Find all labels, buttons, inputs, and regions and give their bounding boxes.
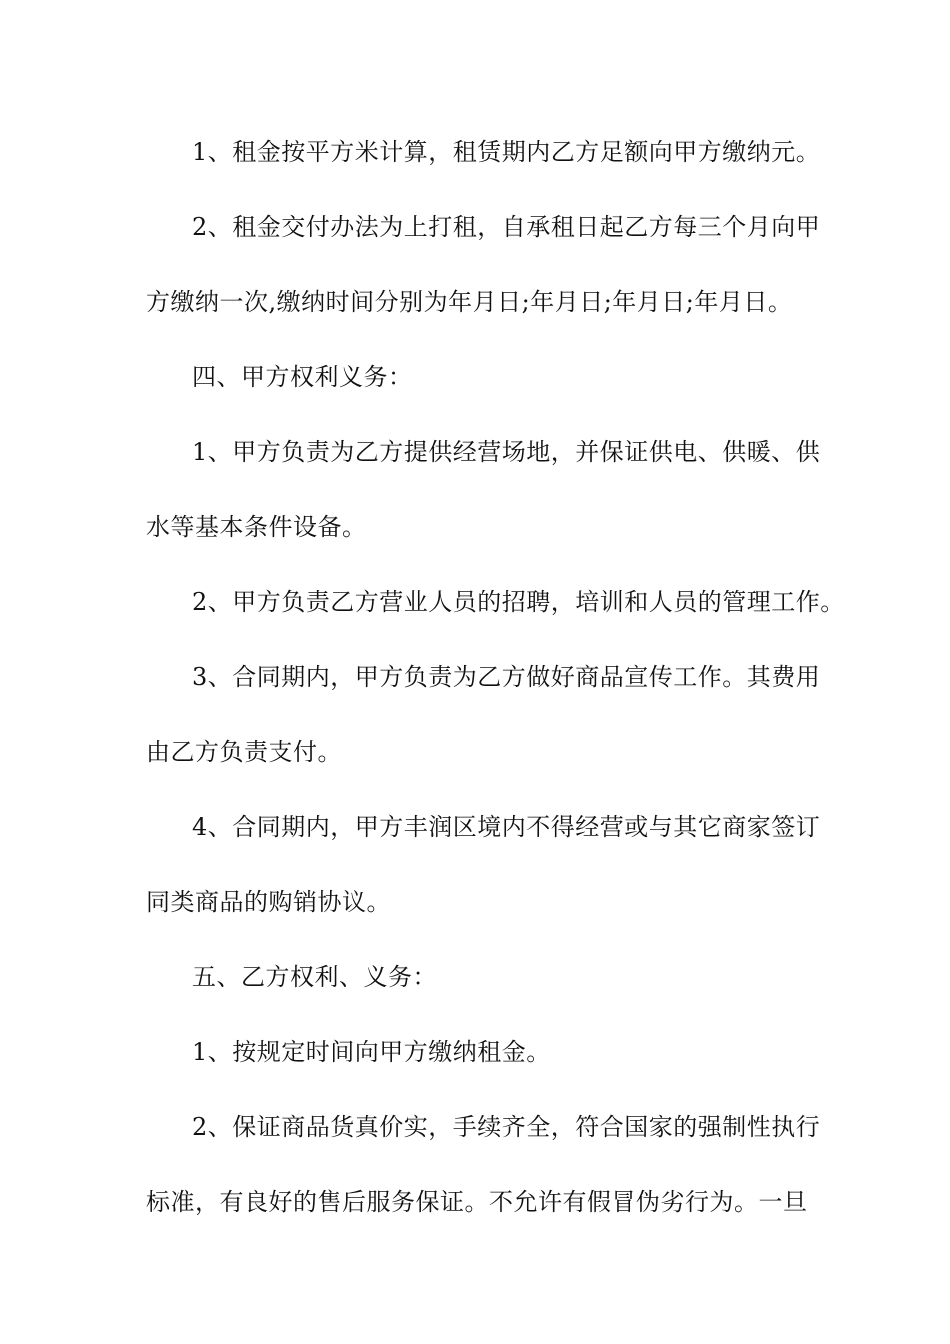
paragraph-line: 水等基本条件设备。 [146,513,367,541]
section-heading: 五、乙方权利、义务： [192,963,437,991]
paragraph-line: 方缴纳一次,缴纳时间分别为年月日;年月日;年月日;年月日。 [146,288,793,316]
paragraph-line: 3、合同期内，甲方负责为乙方做好商品宣传工作。其费用 [192,663,821,691]
paragraph-line: 1、甲方负责为乙方提供经营场地，并保证供电、供暖、供 [192,438,821,466]
paragraph-line: 2、租金交付办法为上打租，自承租日起乙方每三个月向甲 [192,213,821,241]
paragraph-line: 2、甲方负责乙方营业人员的招聘，培训和人员的管理工作。 [192,588,845,616]
paragraph-line: 标准，有良好的售后服务保证。不允许有假冒伪劣行为。一旦 [146,1188,808,1216]
paragraph-line: 1、租金按平方米计算，租赁期内乙方足额向甲方缴纳元。 [192,138,821,166]
paragraph-line: 2、保证商品货真价实，手续齐全，符合国家的强制性执行 [192,1113,821,1141]
paragraph-line: 由乙方负责支付。 [146,738,342,766]
paragraph-line: 同类商品的购销协议。 [146,888,391,916]
paragraph-line: 1、按规定时间向甲方缴纳租金。 [192,1038,551,1066]
section-heading: 四、甲方权利义务： [192,363,413,391]
paragraph-line: 4、合同期内，甲方丰润区境内不得经营或与其它商家签订 [192,813,821,841]
